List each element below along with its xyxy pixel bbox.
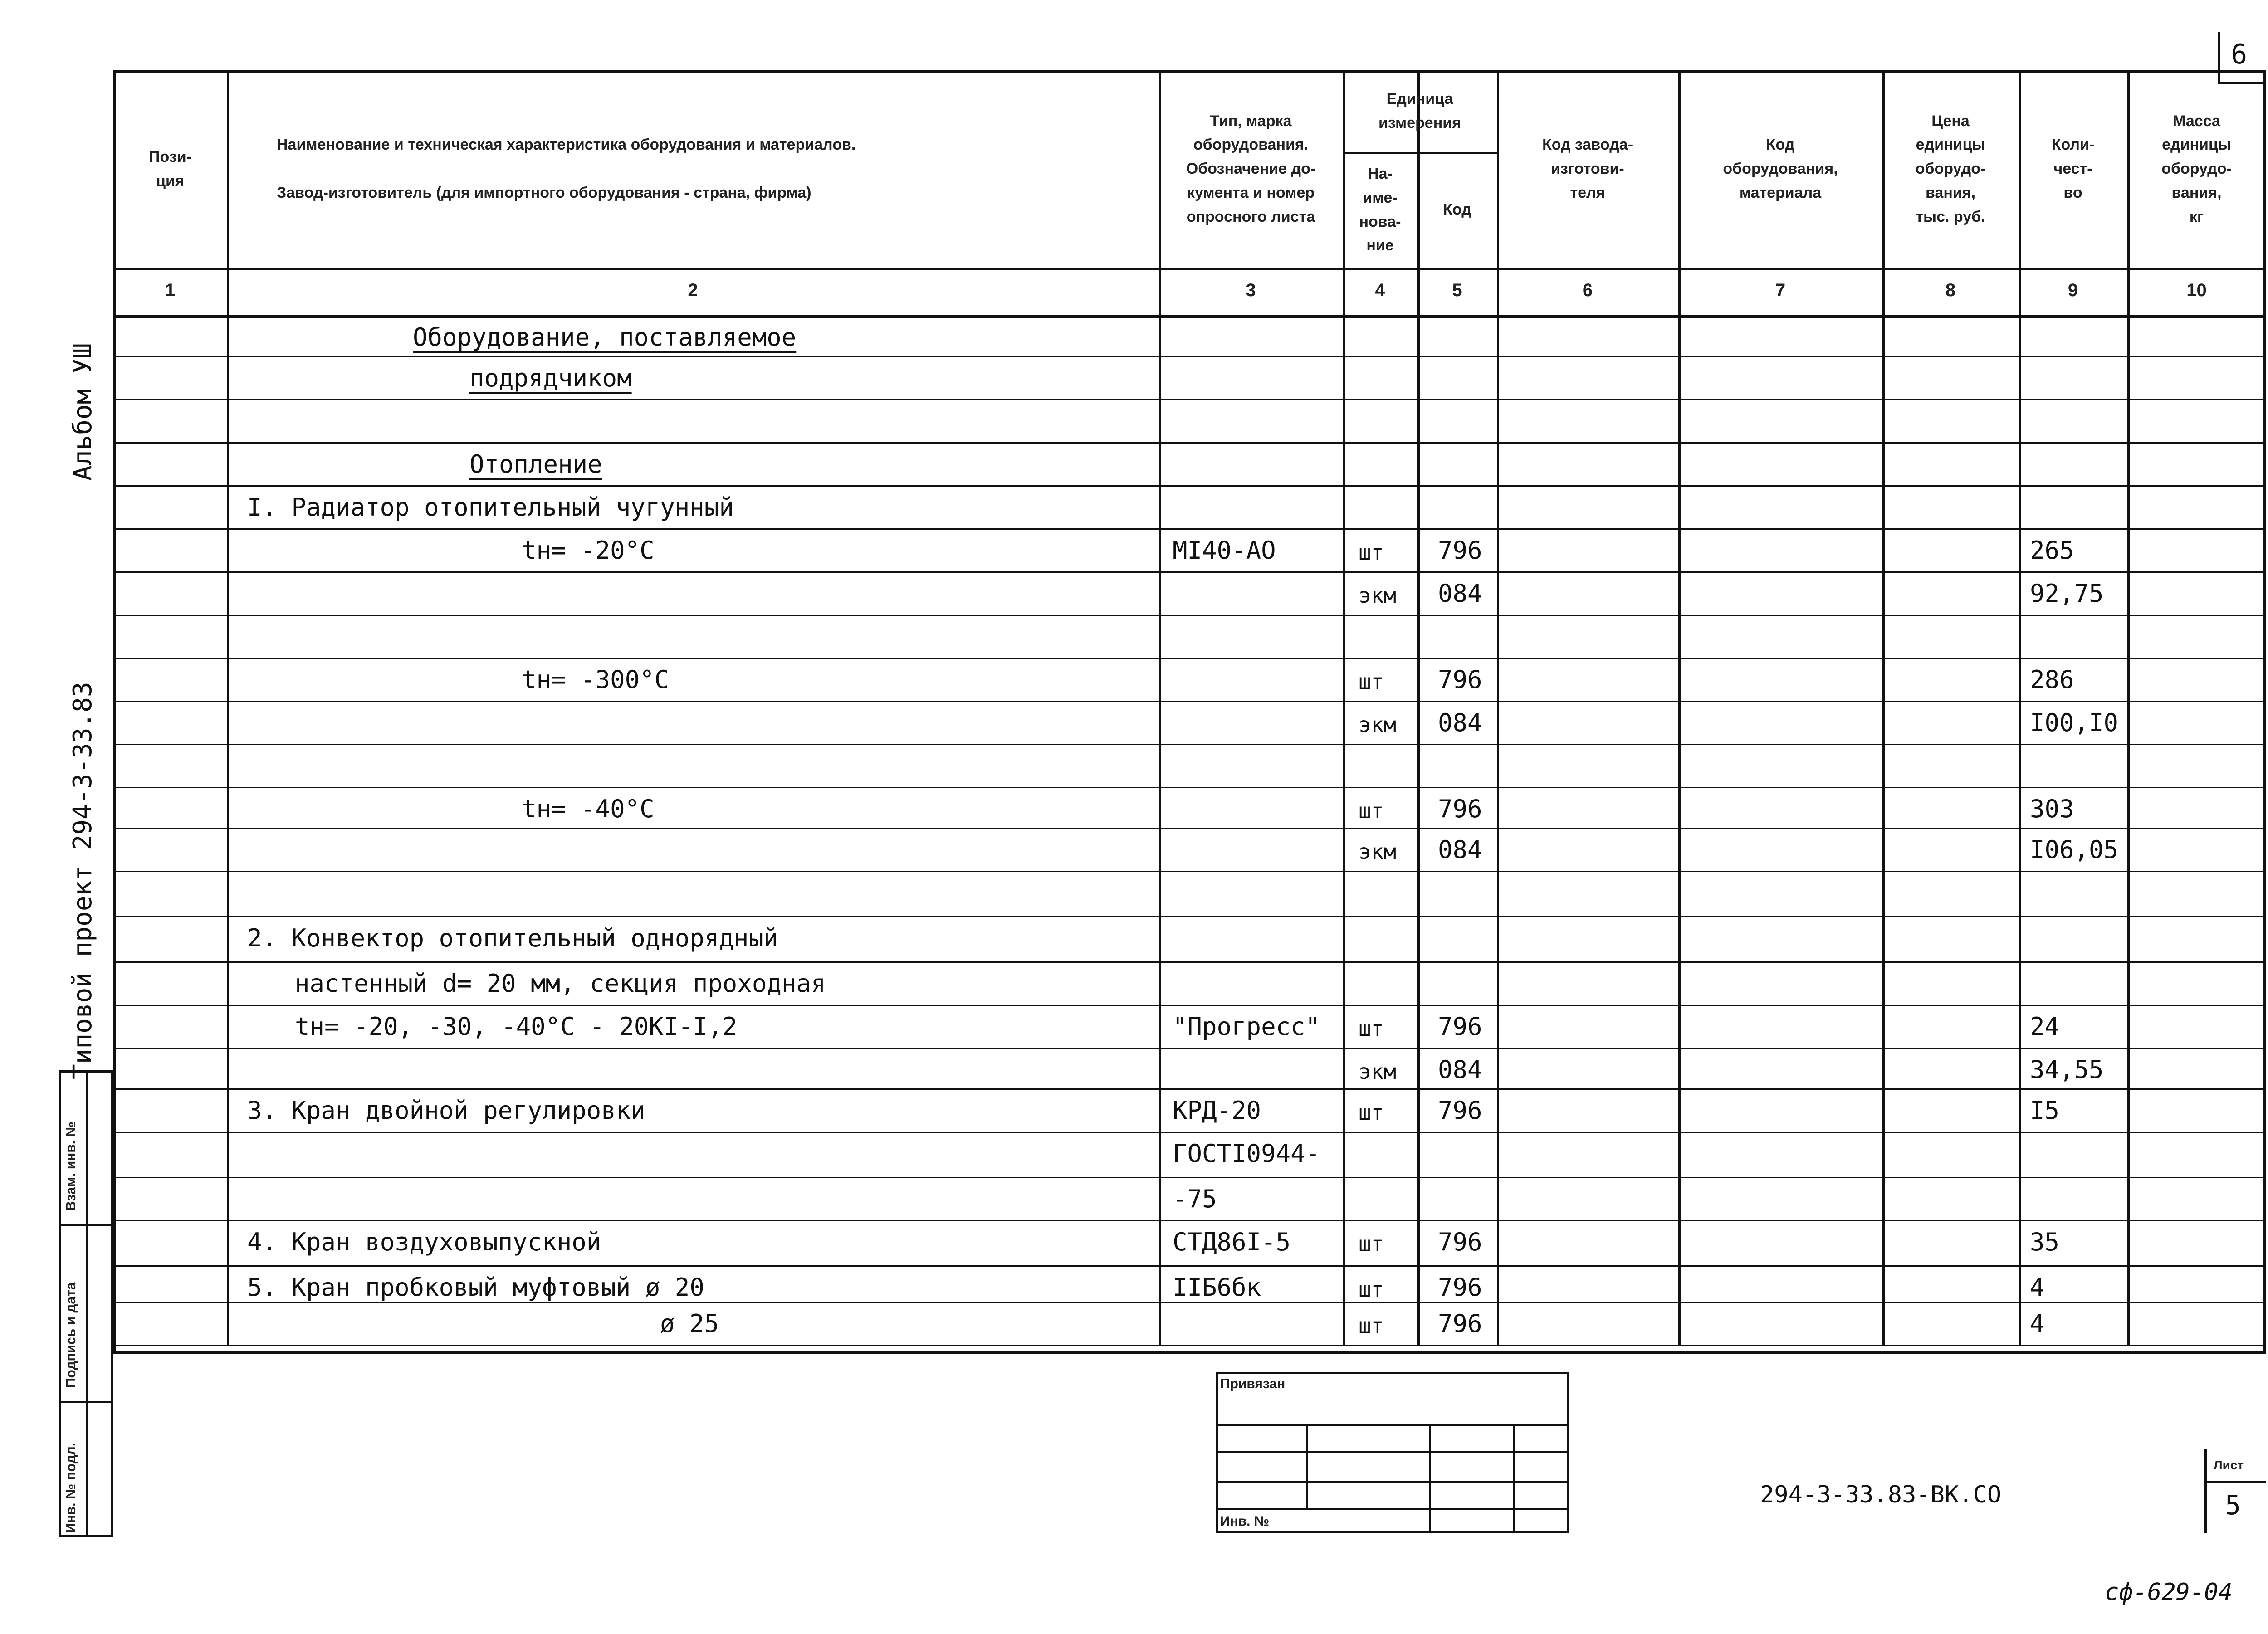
stamp-line-h1	[1216, 1424, 1569, 1426]
row-separator	[113, 744, 2266, 745]
column-header-9: Коли- чест- во	[2051, 136, 2095, 201]
row-9-unit-code: 084	[1438, 708, 1482, 737]
stamp-privyazan-label: Привязан	[1220, 1376, 1286, 1391]
column-header-6: Код завода- изготови- теля	[1542, 136, 1633, 201]
project-label: Типовой проект 294-3-33.83	[68, 682, 98, 1079]
column-header-8: Цена единицы оборудо- вания, тыс. руб.	[1915, 112, 1986, 225]
stamp-line-h4	[1216, 1508, 1569, 1510]
row-11-name: tн= -40°C	[522, 795, 655, 823]
row-separator	[113, 1005, 2266, 1006]
stamp-line-h3	[1216, 1481, 1569, 1483]
stamp-line-v2	[1429, 1424, 1431, 1533]
row-18-type: КРД-20	[1173, 1096, 1261, 1125]
column-number-6: 6	[1582, 280, 1593, 300]
row-separator	[113, 1265, 2266, 1267]
row-18-unit-name: шт	[1359, 1100, 1384, 1125]
row-23-unit-name: шт	[1359, 1313, 1384, 1338]
row-5-unit-code: 796	[1438, 536, 1482, 565]
list-box-divider	[2204, 1481, 2266, 1483]
stamp-line-v3	[1513, 1424, 1515, 1533]
row-18-quantity: I5	[2030, 1096, 2060, 1125]
row-separator	[113, 1088, 2266, 1090]
row-22-unit-name: шт	[1359, 1277, 1384, 1302]
row-5-unit-name: шт	[1359, 540, 1384, 565]
side-strip-divider-h1	[59, 1224, 113, 1226]
row-separator	[113, 442, 2266, 444]
column-header-4: На- име- нова- ние	[1359, 165, 1401, 254]
row-16-name: tн= -20, -30, -40°C - 20КI-I,2	[295, 1012, 738, 1041]
row-11-quantity: 303	[2030, 795, 2074, 823]
row-separator	[113, 528, 2266, 530]
row-17-quantity: 34,55	[2030, 1055, 2104, 1084]
stamp-inv-label: Инв. №	[1220, 1514, 1270, 1529]
row-17-unit-code: 084	[1438, 1055, 1482, 1084]
row-12-unit-code: 084	[1438, 835, 1482, 864]
column-header-10: Масса единицы оборудо- вания, кг	[2161, 112, 2232, 225]
row-3-name: Отопление	[469, 450, 602, 478]
row-8-unit-code: 796	[1438, 665, 1482, 694]
row-23-quantity: 4	[2030, 1309, 2045, 1338]
column-header-1: Пози- ция	[149, 148, 191, 190]
row-15-name: настенный d= 20 мм, секция проходная	[295, 969, 826, 998]
strip-label-inv: Инв. № подл.	[64, 1442, 78, 1533]
row-11-unit-name: шт	[1359, 799, 1384, 823]
column-number-4: 4	[1375, 280, 1385, 300]
row-separator	[113, 1220, 2266, 1221]
column-header-3: Тип, марка оборудования. Обозначение до- кумента и номер опросного листа	[1186, 112, 1316, 225]
column-header-7: Код оборудования, материала	[1723, 136, 1838, 201]
column-number-5: 5	[1452, 280, 1462, 300]
column-number-1: 1	[165, 280, 176, 300]
row-separator	[113, 399, 2266, 400]
row-5-type: МI40-АО	[1173, 536, 1276, 565]
stamp-line-v1	[1306, 1424, 1308, 1508]
row-5-quantity: 265	[2030, 536, 2074, 565]
row-22-quantity: 4	[2030, 1273, 2045, 1302]
row-separator	[113, 787, 2266, 788]
row-separator	[113, 871, 2266, 872]
page-number-top: 6	[2231, 39, 2248, 70]
column-number-8: 8	[1945, 280, 1956, 300]
row-22-type: IIБ6бк	[1173, 1273, 1261, 1302]
row-0-name: Оборудование, поставляемое	[413, 323, 797, 351]
row-1-name: подрядчиком	[469, 364, 632, 392]
row-separator	[113, 356, 2266, 357]
row-separator	[113, 916, 2266, 917]
footer-handwritten-code: сф-629-04	[2105, 1579, 2233, 1606]
album-label: Альбом УШ	[68, 343, 98, 481]
row-23-unit-code: 796	[1438, 1309, 1482, 1338]
header-bottom-line	[113, 268, 2266, 270]
column-number-7: 7	[1775, 280, 1786, 300]
list-number: 5	[2225, 1490, 2241, 1521]
row-18-name: 3. Кран двойной регулировки	[247, 1096, 645, 1125]
row-separator	[113, 701, 2266, 702]
row-14-name: 2. Конвектор отопительный однорядный	[247, 924, 778, 952]
list-label: Лист	[2214, 1458, 2244, 1472]
row-21-quantity: 35	[2030, 1228, 2060, 1256]
row-separator	[113, 1177, 2266, 1178]
column-number-9: 9	[2068, 280, 2078, 300]
row-20-type: -75	[1173, 1185, 1217, 1213]
row-19-type: ГОСТI0944-	[1173, 1139, 1320, 1168]
side-strip-divider-1	[86, 1070, 88, 1537]
row-separator	[113, 1048, 2266, 1049]
row-22-unit-code: 796	[1438, 1273, 1482, 1302]
row-separator	[113, 571, 2266, 573]
row-5-name: tн= -20°C	[522, 536, 655, 565]
stamp-line-h2	[1216, 1451, 1569, 1453]
strip-label-podpis: Подпись и дата	[64, 1282, 78, 1388]
row-18-unit-code: 796	[1438, 1096, 1482, 1125]
column-header-5: Код	[1443, 201, 1471, 219]
unit-group-header: Единица измерения	[1378, 90, 1461, 132]
row-8-quantity: 286	[2030, 665, 2074, 694]
row-16-unit-name: шт	[1359, 1016, 1384, 1041]
row-16-type: "Прогресс"	[1173, 1012, 1320, 1041]
row-separator	[113, 1132, 2266, 1133]
row-separator	[113, 961, 2266, 963]
row-separator	[113, 485, 2266, 487]
row-6-unit-code: 084	[1438, 579, 1482, 608]
row-6-unit-name: экм	[1359, 583, 1397, 608]
row-12-quantity: I06,05	[2030, 835, 2119, 864]
row-4-name: I. Радиатор отопительный чугунный	[247, 493, 734, 522]
row-11-unit-code: 796	[1438, 795, 1482, 823]
row-17-unit-name: экм	[1359, 1059, 1397, 1084]
document-code: 294-3-33.83-ВК.СО	[1760, 1481, 2002, 1508]
row-8-unit-name: шт	[1359, 669, 1384, 694]
strip-label-vzam: Взам. инв. №	[64, 1122, 78, 1211]
row-21-name: 4. Кран воздуховыпускной	[247, 1228, 601, 1256]
column-number-10: 10	[2186, 280, 2207, 300]
row-9-unit-name: экм	[1359, 712, 1397, 737]
row-16-unit-code: 796	[1438, 1012, 1482, 1041]
row-23-name: ø 25	[660, 1309, 719, 1338]
colnum-bottom-line	[113, 315, 2266, 318]
column-number-2: 2	[688, 280, 698, 300]
row-21-unit-name: шт	[1359, 1232, 1384, 1256]
row-16-quantity: 24	[2030, 1012, 2060, 1041]
row-separator	[113, 1302, 2266, 1303]
row-6-quantity: 92,75	[2030, 579, 2104, 608]
column-number-3: 3	[1246, 280, 1256, 300]
row-9-quantity: I00,I0	[2030, 708, 2119, 737]
row-22-name: 5. Кран пробковый муфтовый ø 20	[247, 1273, 704, 1302]
row-21-type: СТД86I-5	[1173, 1228, 1291, 1256]
column-header-2: Наименование и техническая характеристика оборудования и материалов. Завод-изготовитель (для импортного оборудования - страна, фирма)	[277, 136, 856, 201]
row-8-name: tн= -300°C	[522, 665, 670, 694]
row-separator	[113, 658, 2266, 659]
side-strip-divider-h2	[59, 1401, 113, 1403]
row-12-unit-name: экм	[1359, 839, 1397, 864]
row-separator	[113, 615, 2266, 616]
row-separator	[113, 828, 2266, 829]
row-21-unit-code: 796	[1438, 1228, 1482, 1256]
row-separator	[113, 1345, 2266, 1346]
